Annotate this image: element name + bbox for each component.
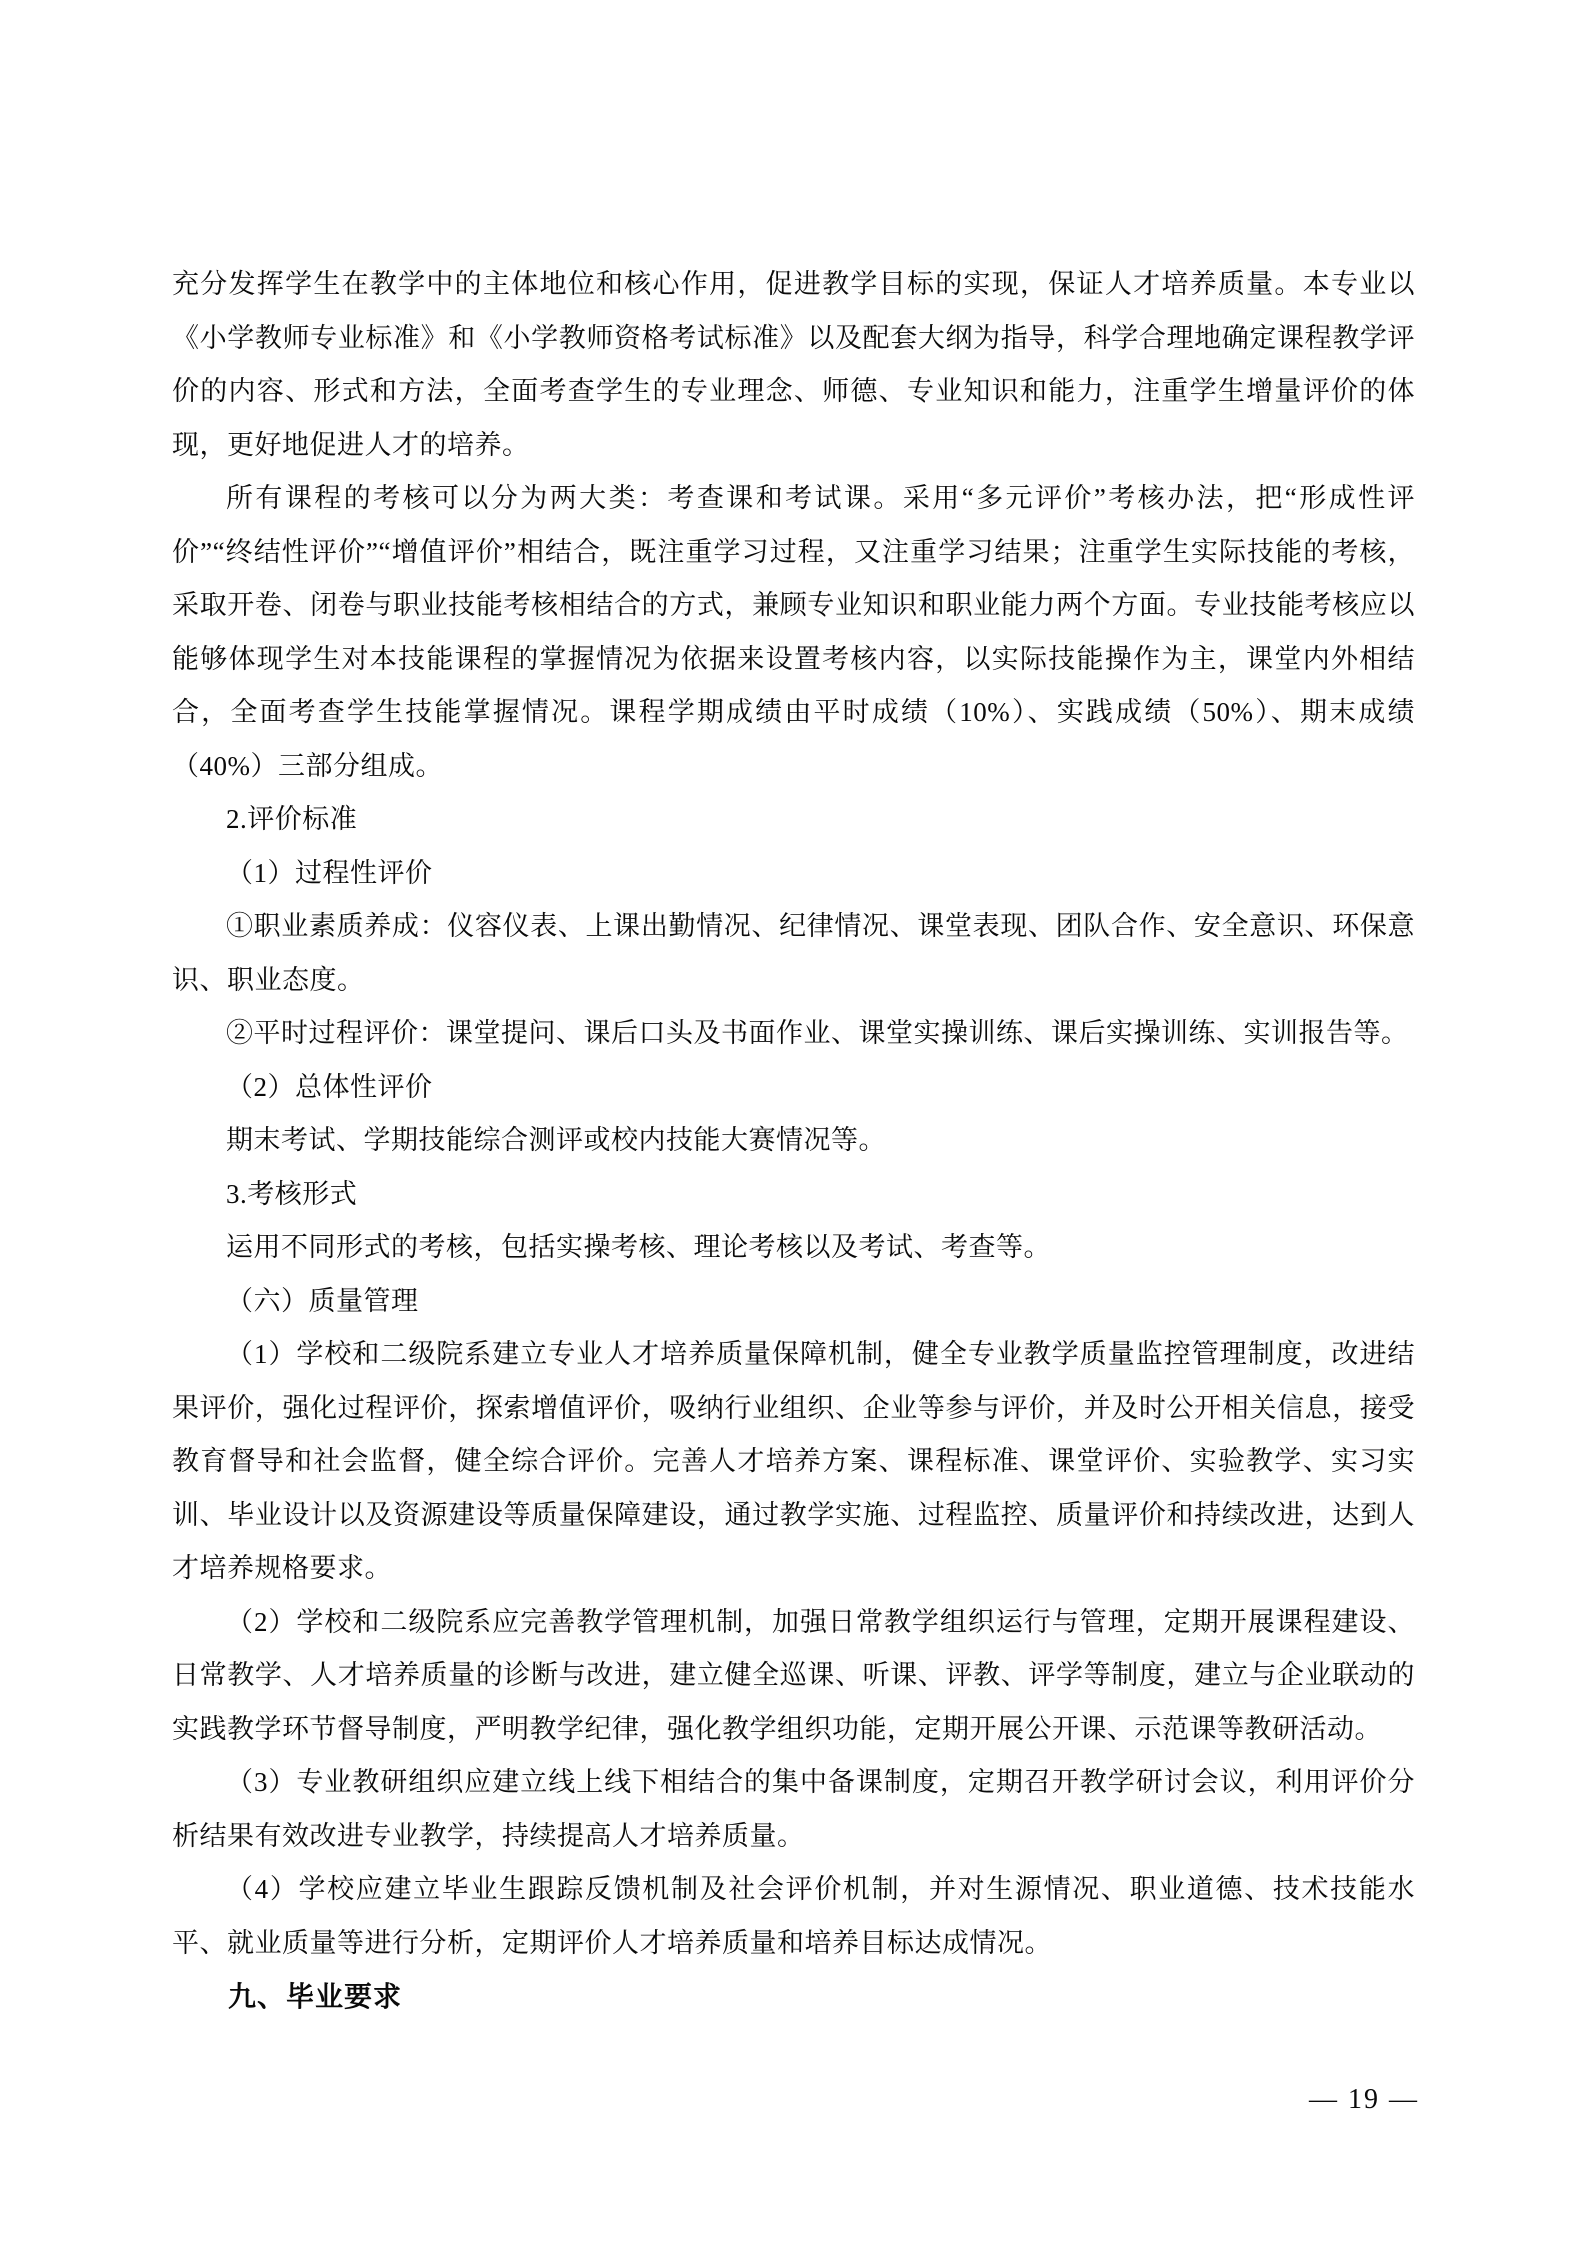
paragraph: （4）学校应建立毕业生跟踪反馈机制及社会评价机制，并对生源情况、职业道德、技术技能水平、就业质量等进行分析，定期评价人才培养质量和培养目标达成情况。	[172, 1874, 1415, 1958]
list-item-evaluation-standard: 2.评价标准	[226, 804, 358, 834]
paragraph: （3）专业教研组织应建立线上线下相结合的集中备课制度，定期召开教学研讨会议，利用评价分析结果有效改进专业教学，持续提高人才培养质量。	[172, 1767, 1415, 1851]
paragraph: 运用不同形式的考核，包括实操考核、理论考核以及考试、考查等。	[226, 1232, 1051, 1262]
paragraph: 期末考试、学期技能综合测评或校内技能大赛情况等。	[226, 1125, 886, 1155]
page-footer	[1309, 2084, 1419, 2116]
section-heading-graduation-requirements: 九、毕业要求	[228, 1981, 403, 2012]
page-number: — 19 —	[1309, 2084, 1419, 2115]
paragraph: 充分发挥学生在教学中的主体地位和核心作用，促进教学目标的实现，保证人才培养质量。本专业以《小学教师专业标准》和《小学教师资格考试标准》以及配套大纲为指导，科学合理地确定课程教学评价的内容、形式和方法，全面考查学生的专业理念、师德、专业知识和能力，注重学生增量评价的体现，更好地促进人才的培养。	[172, 269, 1415, 460]
list-item-quality-management: （六）质量管理	[226, 1285, 419, 1316]
document-body	[172, 258, 1415, 2024]
paragraph: 所有课程的考核可以分为两大类：考查课和考试课。采用“多元评价”考核办法，把“形成性评价”“终结性评价”“增值评价”相结合，既注重学习过程，又注重学习结果；注重学生实际技能的考核，采取开卷、闭卷与职业技能考核相结合的方式，兼顾专业知识和职业能力两个方面。专业技能考核应以能够体现学生对本技能课程的掌握情况为依据来设置考核内容，以实际技能操作为主，课堂内外相结合，全面考查学生技能掌握情况。课程学期成绩由平时成绩（10%）、实践成绩（50%）、期末成绩（40%）三部分组成。	[172, 483, 1415, 781]
list-item-process-evaluation: （1）过程性评价	[226, 857, 433, 888]
paragraph: ②平时过程评价：课堂提问、课后口头及书面作业、课堂实操训练、课后实操训练、实训报告等。	[226, 1018, 1409, 1048]
paragraph: （1）学校和二级院系建立专业人才培养质量保障机制，健全专业教学质量监控管理制度，改进结果评价，强化过程评价，探索增值评价，吸纳行业组织、企业等参与评价，并及时公开相关信息，接受教育督导和社会监督，健全综合评价。完善人才培养方案、课程标准、课堂评价、实验教学、实习实训、毕业设计以及资源建设等质量保障建设，通过教学实施、过程监控、质量评价和持续改进，达到人才培养规格要求。	[172, 1339, 1415, 1583]
list-item-assessment-form: 3.考核形式	[226, 1178, 358, 1209]
list-item-overall-evaluation: （2）总体性评价	[226, 1071, 433, 1102]
paragraph: （2）学校和二级院系应完善教学管理机制，加强日常教学组织运行与管理，定期开展课程建设、日常教学、人才培养质量的诊断与改进，建立健全巡课、听课、评教、评学等制度，建立与企业联动的实践教学环节督导制度，严明教学纪律，强化教学组织功能，定期开展公开课、示范课等教研活动。	[172, 1606, 1415, 1744]
paragraph: ①职业素质养成：仪容仪表、上课出勤情况、纪律情况、课堂表现、团队合作、安全意识、环保意识、职业态度。	[172, 911, 1415, 995]
